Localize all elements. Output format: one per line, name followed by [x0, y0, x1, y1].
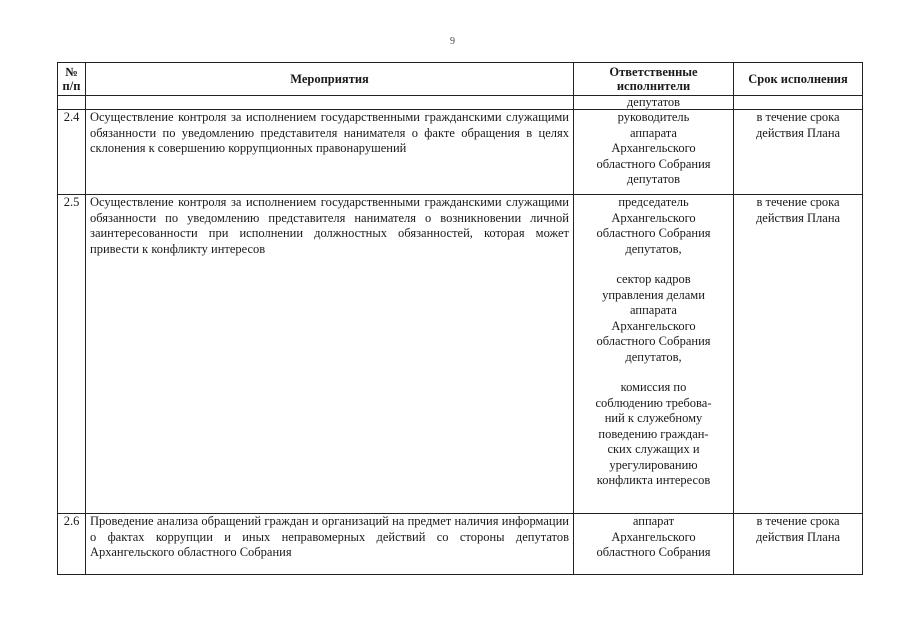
- responsible-line: управления делами: [602, 287, 705, 302]
- responsible-line: областного Собрания: [596, 545, 711, 559]
- header-number: № п/п: [58, 63, 86, 96]
- table-row: [58, 195, 863, 514]
- responsible-line: Архангельского: [611, 141, 696, 155]
- responsible-line: Архангельского: [611, 318, 696, 333]
- responsible-line: аппарата: [630, 125, 677, 140]
- responsible-line: урегулированию: [609, 457, 698, 472]
- responsible-line: сектор кадров: [616, 272, 691, 286]
- header-term: Срок исполнения: [734, 63, 863, 96]
- responsible-line: областного Собрания: [596, 334, 711, 348]
- responsible-line: [578, 257, 729, 272]
- cell-responsible: [574, 110, 734, 195]
- cell-term: в течение срока действия Плана: [734, 195, 863, 514]
- responsible-line: соблюдению требова-: [595, 395, 712, 410]
- plan-table: [57, 62, 863, 575]
- cell-event: Осуществление контроля за исполнением государственными гражданскими служащими обязанности по уведомлению представителя нанимателя о возникновении личной заинтересованности при исполнении должностных обязанностей, которая может привести к конфликту интересов: [86, 195, 574, 514]
- responsible-line: областного Собрания: [596, 156, 711, 171]
- responsible-line: аппарат: [632, 514, 675, 528]
- responsible-line: Архангельского: [611, 529, 696, 544]
- responsible-line: депутатов: [626, 172, 681, 186]
- page-number: 9: [450, 36, 455, 47]
- responsible-line: депутатов,: [625, 241, 682, 256]
- table-row: [58, 514, 863, 575]
- cell-responsible: [574, 514, 734, 575]
- cell-responsible: депутатов: [574, 96, 734, 110]
- cell-event: Осуществление контроля за исполнением государственными гражданскими служащими обязанности по уведомлению представителя нанимателя о факте обращения в целях склонения к совершению коррупционных правонарушений: [86, 110, 574, 195]
- responsible-line: руководитель: [617, 110, 690, 124]
- responsible-line: [578, 365, 729, 380]
- responsible-line: ских служащих и: [607, 442, 700, 456]
- header-responsible: Ответственные исполнители: [574, 63, 734, 96]
- cell-responsible: [574, 195, 734, 514]
- responsible-line: областного Собрания: [596, 226, 711, 240]
- responsible-line: ний к служебному: [604, 411, 703, 425]
- table-row: [58, 110, 863, 195]
- responsible-line: депутатов,: [625, 349, 682, 364]
- cell-term: [734, 96, 863, 110]
- header-event: Мероприятия: [86, 63, 574, 96]
- cell-event: Проведение анализа обращений граждан и организаций на предмет наличия информации о фактах коррупции и иных неправомерных действий со стороны депутатов Архангельского областного Собрания: [86, 514, 574, 575]
- responsible-line: Архангельского: [611, 210, 696, 225]
- cell-term: в течение срока действия Плана: [734, 514, 863, 575]
- cell-event: [86, 96, 574, 110]
- responsible-line: поведению граждан-: [598, 426, 709, 441]
- cell-number: 2.4: [58, 110, 86, 195]
- cell-number: 2.5: [58, 195, 86, 514]
- responsible-line: председатель: [618, 195, 689, 209]
- responsible-line: комиссия по: [620, 380, 687, 394]
- table-row-carry-over: [58, 96, 863, 110]
- responsible-line: конфликта интересов: [596, 473, 711, 487]
- cell-number: [58, 96, 86, 110]
- cell-term: в течение срока действия Плана: [734, 110, 863, 195]
- responsible-line: аппарата: [630, 303, 677, 317]
- table-header-row: [58, 63, 863, 96]
- cell-number: 2.6: [58, 514, 86, 575]
